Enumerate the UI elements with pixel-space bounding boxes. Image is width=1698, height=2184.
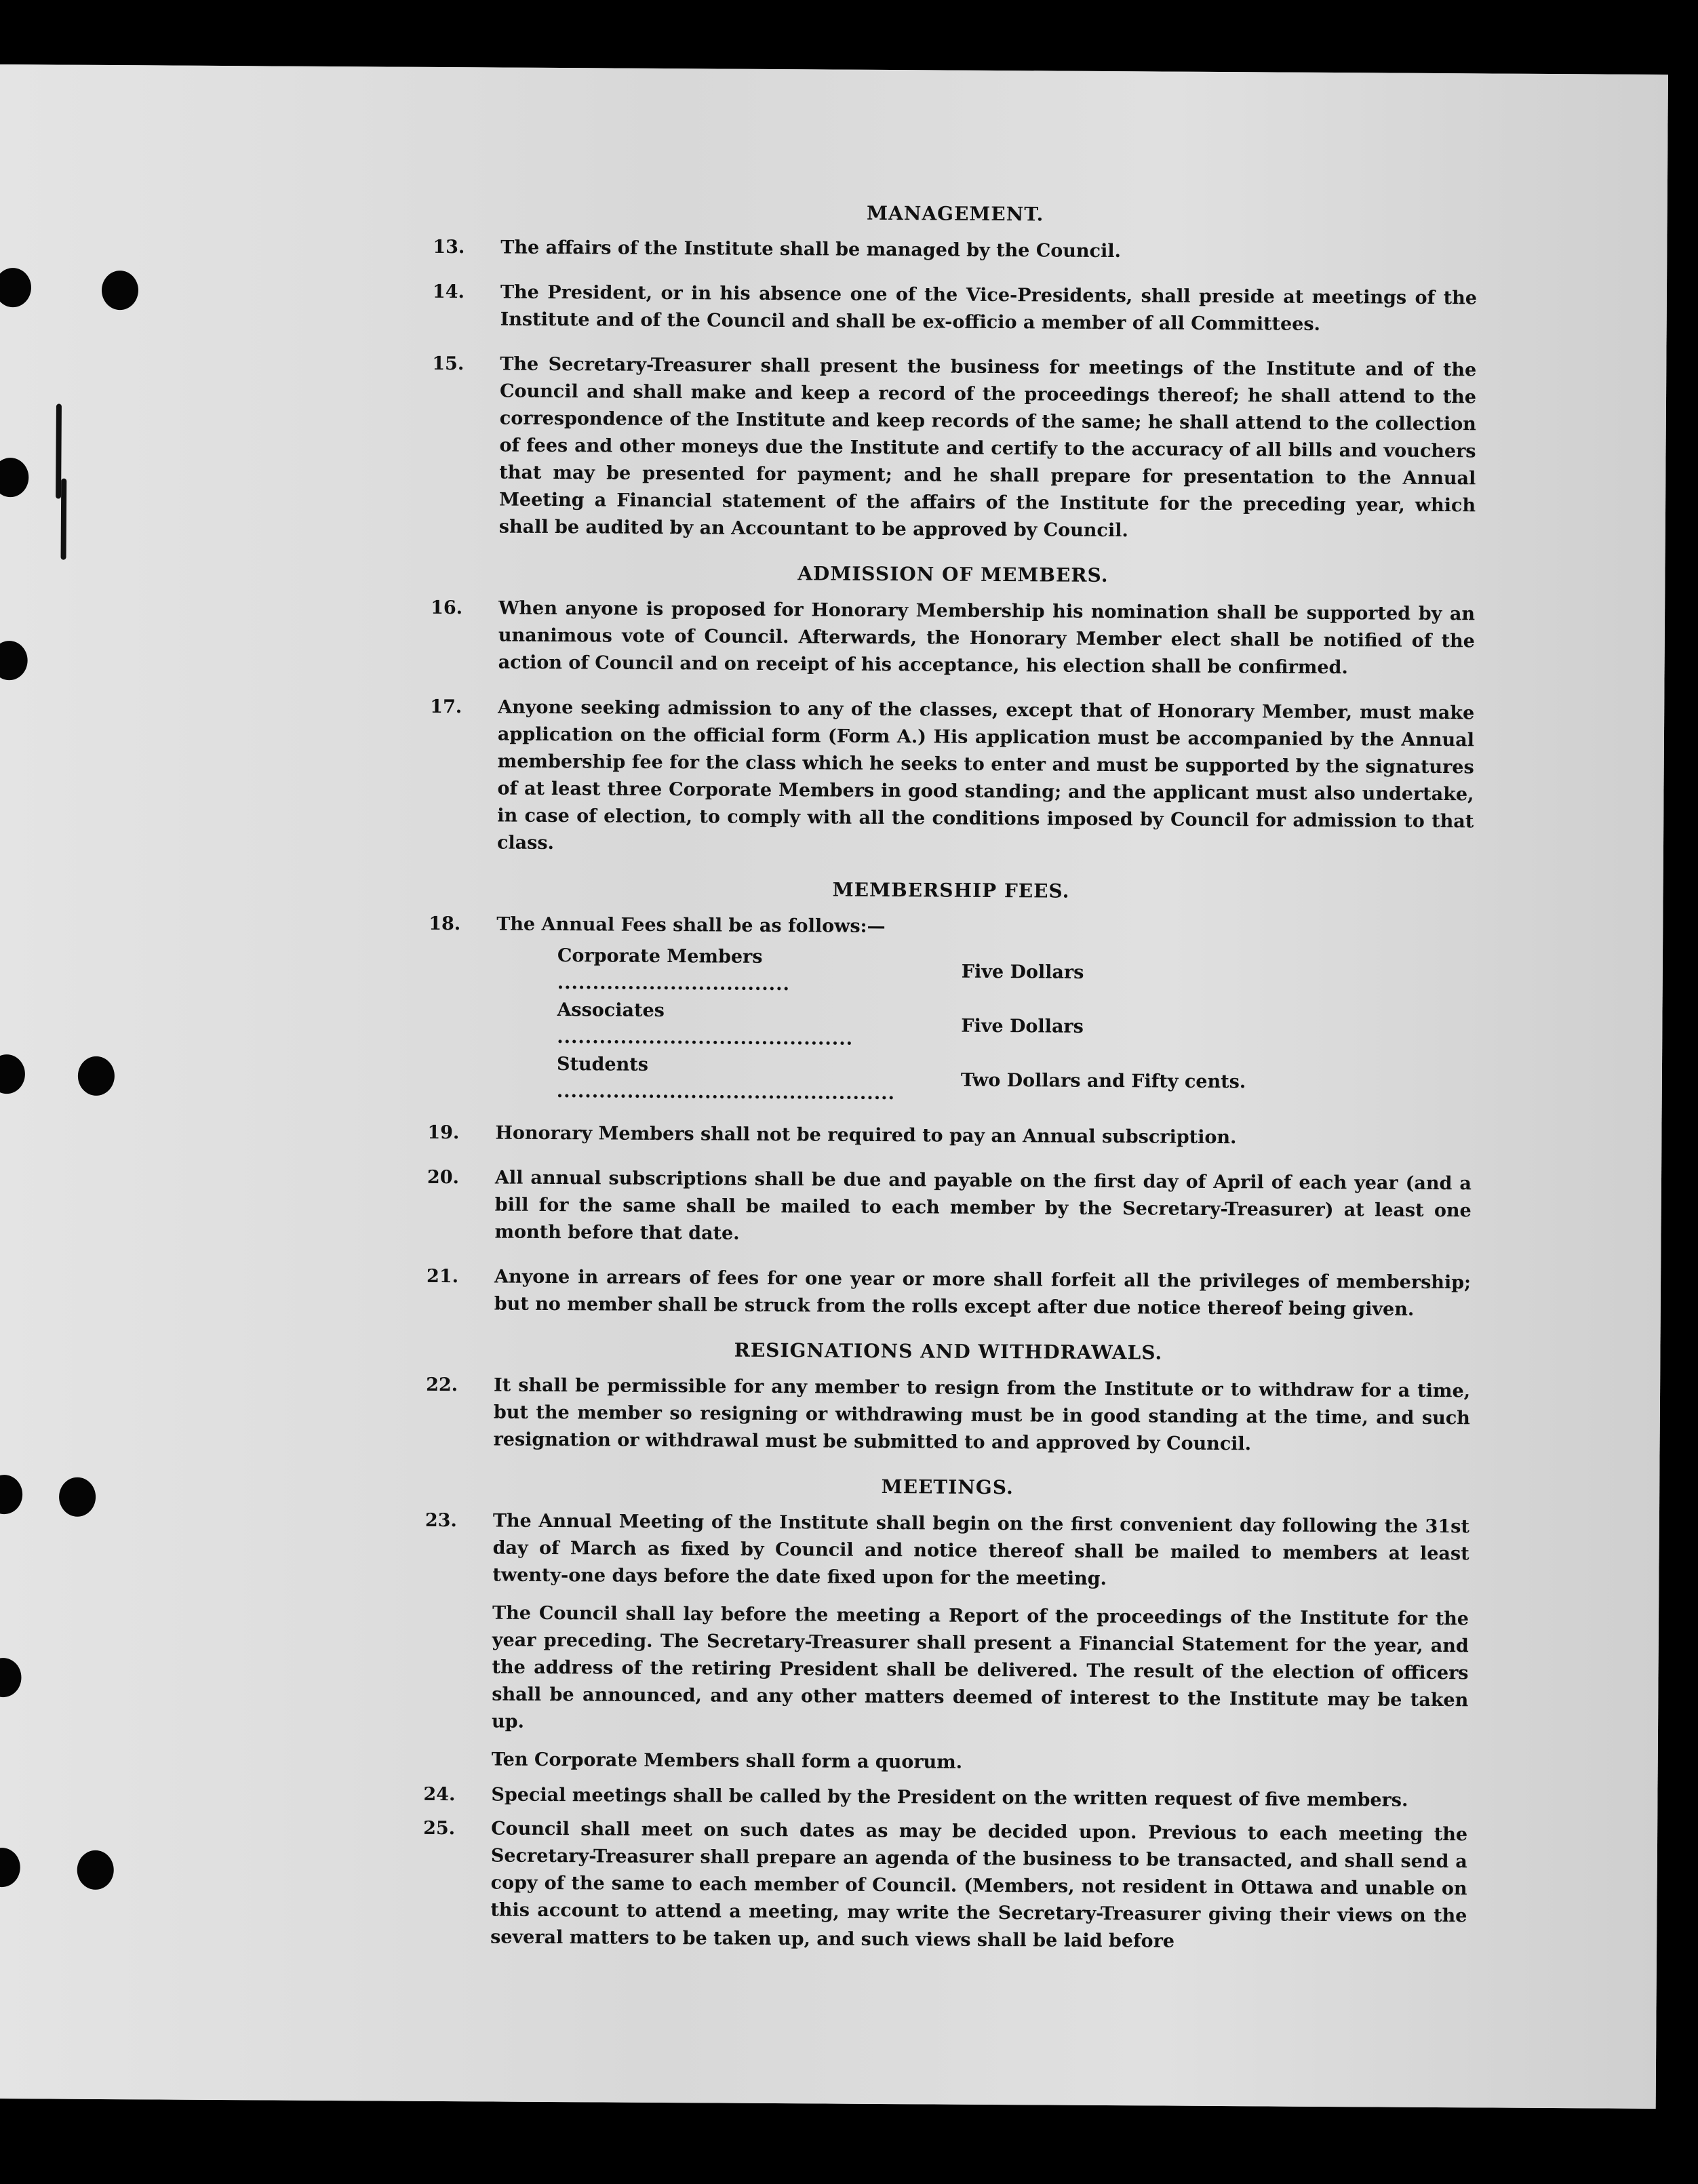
binder-hole (78, 1056, 115, 1096)
clause-number: 18. (429, 913, 461, 935)
section-heading-meetings: MEETINGS. (881, 1475, 1014, 1499)
document-text (422, 182, 1478, 1974)
table-row (557, 1051, 1246, 1109)
clause (433, 234, 1477, 267)
clause-text: The Annual Fees shall be as follows:— (496, 913, 886, 937)
fee-amount: Five Dollars (961, 961, 1084, 983)
document-page (0, 64, 1668, 2109)
fee-amount: Two Dollars and Fifty cents. (960, 1069, 1246, 1093)
clause-text: Anyone seeking admission to any of the classes, except that of Honorary Member, must make application on the official form (Form A.) His application must be accompanied by the Annual membership fee for the class which he seeks to enter and must be supported by the signatures of at least three Corporate Members in good standing; and the applicant must also undertake, in case of election, to comply with all the conditions imposed by Council for admission to that class. (496, 696, 1475, 854)
table-row (557, 997, 1246, 1055)
clause (427, 1119, 1472, 1153)
fee-class-cell (557, 1051, 950, 1108)
clause-text: Special meetings shall be called by the President on the written request of five members. (491, 1784, 1408, 1811)
fee-class: Associates (557, 999, 665, 1022)
clause-number: 15. (432, 353, 465, 375)
clause-text: The Annual Meeting of the Institute shall begin on the first convenient day following the 31st day of March as fixed by Council and notice thereof shall be mailed to members at least twenty-one days before the date fixed upon for the meeting. (492, 1510, 1469, 1590)
clause-number: 16. (431, 597, 463, 619)
clause (424, 1507, 1469, 1595)
paragraph: Ten Corporate Members shall form a quorum. (491, 1749, 963, 1773)
clause (422, 1815, 1467, 1957)
fee-amount: Five Dollars (961, 1015, 1084, 1037)
clause (423, 1781, 1467, 1814)
table-row (557, 942, 1247, 1001)
clause-number: 23. (424, 1509, 457, 1532)
clause-number: 22. (426, 1374, 458, 1396)
clause-number: 19. (427, 1121, 460, 1144)
fee-class-cell (557, 997, 950, 1054)
clause (433, 279, 1477, 339)
binder-hole (0, 1658, 22, 1697)
binder-hole (0, 1475, 22, 1514)
leader-dots: ................................. (557, 972, 791, 995)
clause-text: Anyone in arrears of fees for one year or more shall forfeit all the privileges of membership; but no member shall be struck from the rolls except after due notice thereof being given. (494, 1266, 1472, 1320)
section-heading-fees: MEMBERSHIP FEES. (832, 878, 1070, 902)
clause-text: It shall be permissible for any member to resign from the Institute or to withdraw for a time, but the member so resigning or withdrawing must be in good standing at the time, and such resignation or withdrawal must be submitted to and approved by Council. (493, 1374, 1471, 1455)
clause-text: Honorary Members shall not be required to pay an Annual subscription. (495, 1122, 1237, 1149)
binder-mark (61, 479, 67, 560)
clause-number: 24. (423, 1783, 456, 1806)
clause-number: 17. (430, 696, 462, 718)
clause-number: 14. (432, 281, 465, 303)
fees-table (557, 942, 1247, 1109)
clause (426, 1372, 1471, 1459)
section-heading-admission: ADMISSION OF MEMBERS. (797, 562, 1109, 587)
clause-text: The President, or in his absence one of the Vice-Presidents, shall preside at meetings of the Institute and of the Council and shall be ex-officio a member of all Committees. (500, 281, 1478, 335)
clause (427, 1263, 1471, 1324)
binder-hole (102, 271, 138, 310)
binder-hole (0, 1054, 25, 1094)
binder-hole (0, 268, 31, 307)
clause (427, 1164, 1472, 1252)
fee-class-cell (557, 942, 951, 999)
clause-text: Council shall meet on such dates as may be decided upon. Previous to each meeting the Secretary-Treasurer shall prepare an agenda of the business to be transacted, and shall send a copy of the same to each member of Council. (Members, not resident in Ottawa and unable on this account to attend a meeting, may write the Secretary-Treasurer giving their views on the several matters to be taken up, and such views shall be laid before (490, 1818, 1468, 1952)
binder-hole (0, 641, 28, 680)
binder-hole (0, 1848, 20, 1887)
clause (429, 911, 1473, 944)
binder-hole (59, 1477, 96, 1517)
clause-number: 20. (427, 1166, 460, 1189)
clause-number: 25. (423, 1817, 456, 1840)
clause (431, 351, 1477, 547)
leader-dots: .......................................... (557, 1027, 854, 1050)
fee-class: Students (556, 1054, 649, 1075)
clause (431, 595, 1476, 682)
clause-text: All annual subscriptions shall be due and payable on the first day of April of each year (and a bill for the same shall be mailed to each member by the Secretary-Treasurer) at least one month before that date. (494, 1167, 1472, 1244)
section-heading-resignations: RESIGNATIONS AND WITHDRAWALS. (734, 1338, 1163, 1364)
clause-number: 13. (433, 236, 465, 258)
binder-hole (77, 1850, 114, 1890)
fee-class: Corporate Members (557, 945, 763, 968)
clause-number: 21. (426, 1265, 459, 1288)
clause (429, 694, 1474, 862)
binder-hole (0, 458, 28, 497)
clause-text: The Secretary-Treasurer shall present the business for meetings of the Institute and of the Council and shall make and keep a record of the proceedings thereof; he shall attend to the correspondence of the Institute and keep records of the same; he shall attend to the collection of fees and other moneys due the Institute and certify to the accuracy of all bills and vouchers that may be presented for payment; and he shall prepare for presentation to the Annual Meeting a Financial statement of the affairs of the Institute for the preceding year, which shall be audited by an Accountant to be approved by Council. (498, 353, 1477, 542)
clause-text: When anyone is proposed for Honorary Membership his nomination shall be supported by an unanimous vote of Council. Afterwards, the Honorary Member elect shall be notified of the action of Council and on receipt of his acceptance, his election shall be confirmed. (498, 597, 1476, 679)
paragraph: The Council shall lay before the meeting a Report of the proceedings of the Institute for the year preceding. The Secretary-Treasurer shall present a Financial Statement for the year, and the address of the retiring President shall be delivered. The result of the election of officers shall be announced, and any other matters deemed of interest to the Institute may be taken up. (491, 1602, 1469, 1732)
clause-text: The affairs of the Institute shall be managed by the Council. (500, 237, 1122, 262)
leader-dots: ................................................ (556, 1081, 896, 1105)
section-heading-management: MANAGEMENT. (866, 201, 1044, 226)
